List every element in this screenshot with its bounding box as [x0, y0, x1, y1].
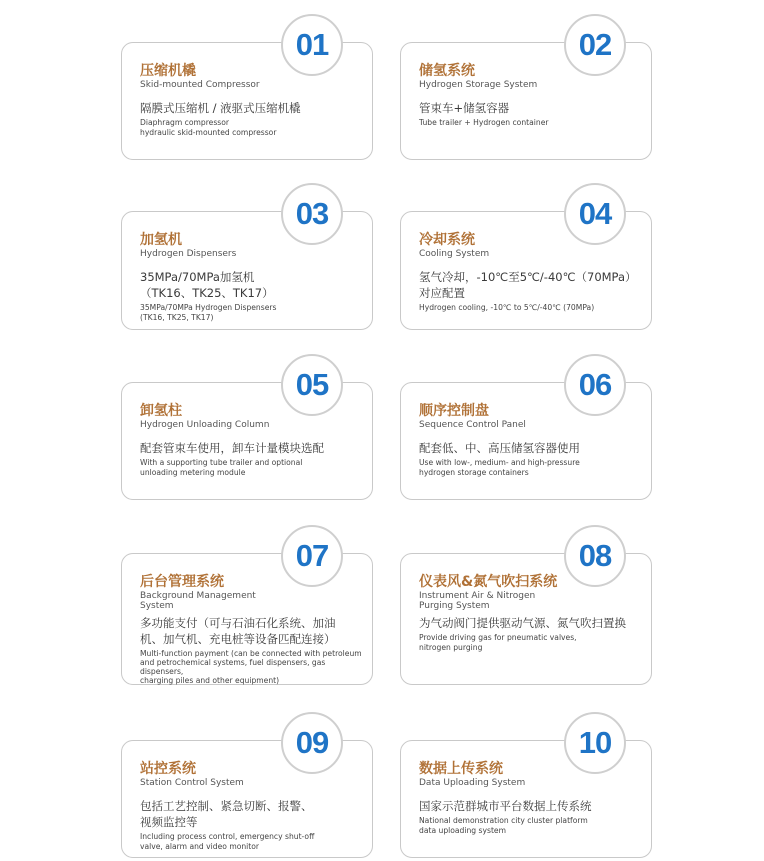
card-title-en: Instrument Air & Nitrogen Purging System — [419, 591, 536, 611]
card-title-cn: 顺序控制盘 — [419, 403, 489, 419]
card-title-cn: 冷却系统 — [419, 232, 475, 248]
card-title-en: Hydrogen Unloading Column — [140, 420, 270, 430]
number-badge-02: 02 — [564, 14, 626, 76]
number-badge-10: 10 — [564, 712, 626, 774]
card-title-en: Skid-mounted Compressor — [140, 80, 260, 90]
card-desc-cn: 多功能支付（可与石油石化系统、加油 机、加气机、充电桩等设备匹配连接） — [140, 616, 336, 646]
card-title-cn: 压缩机橇 — [140, 63, 196, 79]
card-title-en: Cooling System — [419, 249, 490, 259]
card-title-en: Hydrogen Storage System — [419, 80, 538, 90]
card-desc-cn: 氢气冷却，-10℃至5℃/-40℃（70MPa） 对应配置 — [419, 270, 637, 300]
card-title-cn: 储氢系统 — [419, 63, 475, 79]
card-desc-en: 35MPa/70MPa Hydrogen Dispensers (TK16, TK25, TK17) — [140, 303, 277, 322]
card-desc-en: Hydrogen cooling, -10℃ to 5℃/-40℃ (70MPa) — [419, 303, 595, 312]
card-desc-cn: 为气动阀门提供驱动气源、氮气吹扫置换 — [419, 616, 626, 630]
card-desc-en: Including process control, emergency shut-off valve, alarm and video monitor — [140, 832, 315, 851]
card-title-cn: 数据上传系统 — [419, 761, 503, 777]
card-desc-cn: 隔膜式压缩机 / 液驱式压缩机橇 — [140, 101, 301, 115]
number-badge-01: 01 — [281, 14, 343, 76]
card-desc-cn: 包括工艺控制、紧急切断、报警、 视频监控等 — [140, 799, 313, 829]
number-badge-09: 09 — [281, 712, 343, 774]
number-badge-06: 06 — [564, 354, 626, 416]
card-desc-en: Tube trailer + Hydrogen container — [419, 118, 549, 127]
card-desc-cn: 35MPa/70MPa加氢机 （TK16、TK25、TK17） — [140, 270, 274, 300]
card-desc-en: With a supporting tube trailer and optional unloading metering module — [140, 458, 303, 477]
card-desc-en: Diaphragm compressor hydraulic skid-mounted compressor — [140, 118, 277, 137]
card-desc-en: Use with low-, medium- and high-pressure hydrogen storage containers — [419, 458, 580, 477]
card-title-cn: 卸氢柱 — [140, 403, 182, 419]
card-desc-en: National demonstration city cluster platform data uploading system — [419, 816, 588, 835]
card-desc-cn: 配套管束车使用，卸车计量模块选配 — [140, 441, 324, 455]
card-desc-en: Provide driving gas for pneumatic valves, nitrogen purging — [419, 633, 577, 652]
card-desc-en: Multi-function payment (can be connected with petroleum and petrochemical systems, fuel dispensers, gas dispensers, charging piles and other equipment) — [140, 649, 362, 685]
card-title-cn: 后台管理系统 — [140, 574, 224, 590]
card-desc-cn: 国家示范群城市平台数据上传系统 — [419, 799, 592, 813]
card-desc-cn: 配套低、中、高压储氢容器使用 — [419, 441, 580, 455]
card-title-en: Background Management System — [140, 591, 256, 611]
number-badge-04: 04 — [564, 183, 626, 245]
number-badge-03: 03 — [281, 183, 343, 245]
number-badge-08: 08 — [564, 525, 626, 587]
number-badge-07: 07 — [281, 525, 343, 587]
card-title-en: Data Uploading System — [419, 778, 526, 788]
card-title-cn: 加氢机 — [140, 232, 182, 248]
card-title-en: Station Control System — [140, 778, 244, 788]
card-title-en: Hydrogen Dispensers — [140, 249, 237, 259]
card-desc-cn: 管束车+储氢容器 — [419, 101, 510, 115]
card-title-cn: 仪表风&氮气吹扫系统 — [419, 574, 558, 590]
card-title-cn: 站控系统 — [140, 761, 196, 777]
card-title-en: Sequence Control Panel — [419, 420, 526, 430]
number-badge-05: 05 — [281, 354, 343, 416]
